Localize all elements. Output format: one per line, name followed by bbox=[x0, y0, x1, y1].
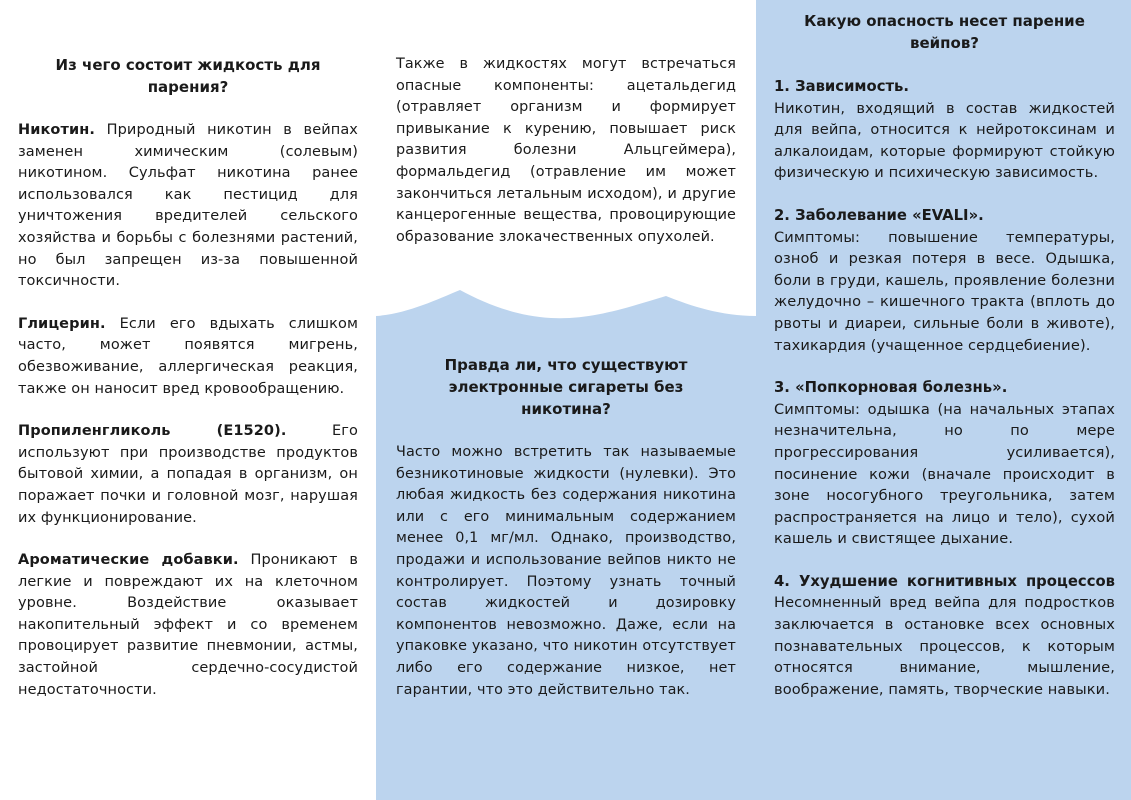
ingredient-nicotine bbox=[18, 120, 358, 293]
column-dangers bbox=[756, 0, 1131, 800]
ingredient-title: Ароматические добавки. bbox=[18, 552, 239, 569]
danger-title-evali: 2. Заболевание «EVALI». bbox=[774, 206, 984, 224]
danger-text-cognitive: Несомненный вред вейпа для подростков заключается в остановке всех основных познавательных процессов, к которым относятся внимание, мышление, воображение, память, творческие навыки. bbox=[774, 594, 1115, 698]
danger-title-popcorn-lung: 3. «Попкорновая болезнь». bbox=[774, 379, 1008, 397]
ingredient-title: Глицерин. bbox=[18, 315, 106, 332]
danger-text-addiction: Никотин, входящий в состав жидкостей для вейпа, относится к нейротоксинам и алкалоидам, которые формируют стойкую физическую и психическую зависимость. bbox=[774, 99, 1115, 182]
danger-title-cognitive: 4. Ухудшение когнитивных процессов bbox=[774, 572, 1115, 590]
ingredient-title: Никотин. bbox=[18, 122, 95, 138]
nicotine-free-text: Часто можно встретить так называемые безникотиновые жидкости (нулевки). Это любая жидкость без содержания никотина или с его минимальным содержанием менее 0,1 мг/мл. Однако, производство, продажи и использование вейпов никто не контролирует. Поэтому узнать точный состав жидкостей и дозировку компонентов невозможно. Даже, если на упаковке указано, что никотин отсутствует либо его содержание низкое, нет гарантии, что это действительно так. bbox=[396, 444, 736, 698]
ingredient-glycerin bbox=[18, 314, 358, 400]
ingredient-propylene-glycol bbox=[18, 421, 358, 529]
danger-text-evali: Симптомы: повышение температуры, озноб и резкая потеря в весе. Одышка, боли в груди, кашель, проявление болезни желудочно – кишечного тракта (вплоть до рвоты и диареи, сильные боли в животе), тахикардия (учащенное сердцебиение). bbox=[774, 228, 1115, 354]
ingredient-flavorings bbox=[18, 550, 358, 701]
ingredient-title: Пропиленгликоль (Е1520). bbox=[18, 423, 287, 440]
ingredient-text: Природный никотин в вейпах заменен химическим (солевым) никотином. Сульфат никотина ранее использовался как пестицид для уничтожения вредителей сельского хозяйства и борьбы с болезнями растений, но был запрещен из-за повышенной токсичности. bbox=[18, 122, 358, 290]
hazardous-components-block bbox=[376, 0, 756, 248]
ingredient-text: Если его вдыхать слишком часто, может появятся мигрень, обезвоживание, аллергическая реакция, также он наносит вред кровообращению. bbox=[18, 315, 358, 397]
section-heading-nicotine-free: Правда ли, что существуют электронные сигареты без никотина? bbox=[444, 356, 688, 418]
column-ingredients bbox=[0, 0, 376, 800]
section-heading-ingredients: Из чего состоит жидкость для парения? bbox=[55, 56, 321, 96]
nicotine-free-block bbox=[376, 354, 756, 701]
section-heading-dangers: Какую опасность несет парение вейпов? bbox=[804, 12, 1085, 52]
hazardous-components-text: Также в жидкостях могут встречаться опасные компоненты: ацетальдегид (отравляет организм и формирует привыкание к курению, повышает риск развития болезни Альцгеймера), формальдегид (отравление им может закончиться летальным исходом), и другие канцерогенные вещества, провоцирующие образование злокачественных опухолей. bbox=[396, 56, 736, 245]
danger-text-popcorn-lung: Симптомы: одышка (на начальных этапах незначительна, но по мере прогрессирования усиливается), посинение кожи (вначале происходит в зоне носогубного треугольника, затем распространяется на лицо и тело), сухой кашель и свистящее дыхание. bbox=[774, 400, 1115, 548]
ingredient-text: Проникают в легкие и повреждают их на клеточном уровне. Воздействие оказывает накопительный эффект и со временем провоцирует развитие пневмонии, астмы, застойной сердечно-сосудистой недостаточности. bbox=[18, 552, 359, 698]
danger-title-addiction: 1. Зависимость. bbox=[774, 78, 910, 95]
ingredient-text: Его используют при производстве продуктов бытовой химии, а попадая в организм, он поражает почки и головной мозг, нарушая их функционирование. bbox=[18, 423, 358, 526]
column-middle bbox=[376, 0, 756, 800]
